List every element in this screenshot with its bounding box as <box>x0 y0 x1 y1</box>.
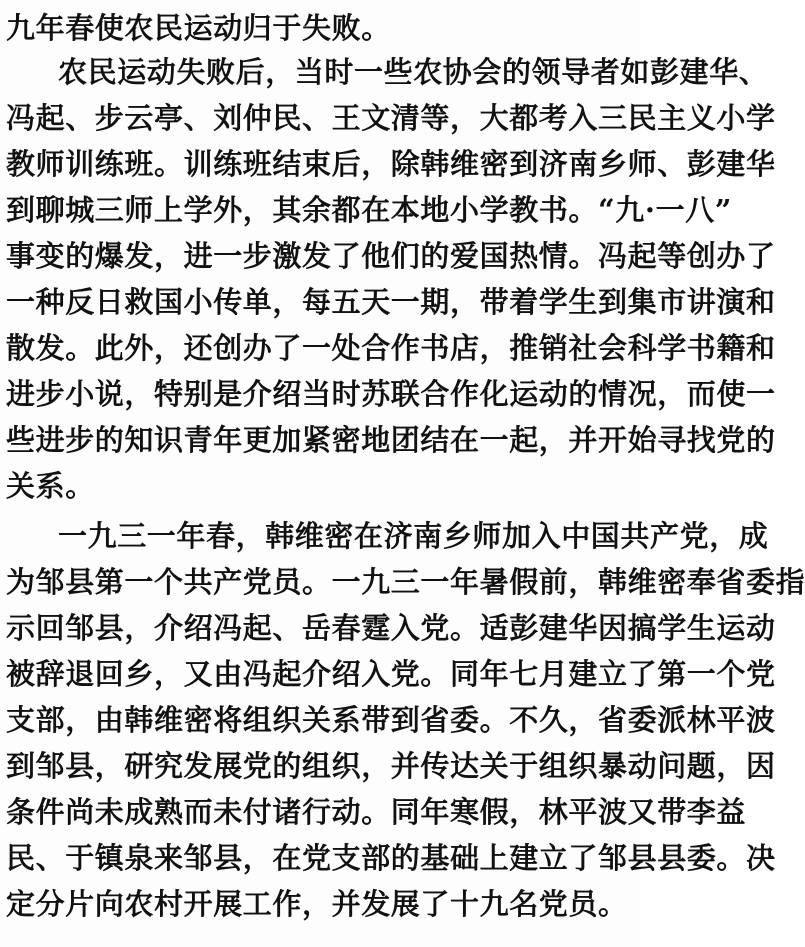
text-line-19: 民、于镇泉来邹县，在党支部的基础上建立了邹县县委。决 <box>6 841 776 875</box>
text-line-14: 示回邹县，介绍冯起、岳春霆入党。适彭建华因搞学生运动 <box>6 611 776 645</box>
text-line-13: 为邹县第一个共产党员。一九三一年暑假前，韩维密奉省委指 <box>6 565 805 599</box>
text-line-7: 一种反日救国小传单，每五天一期，带着学生到集市讲演和 <box>6 285 776 319</box>
text-line-15: 被辞退回乡，又由冯起介绍入党。同年七月建立了第一个党 <box>6 657 776 691</box>
text-line-1: 九年春使农民运动归于失败。 <box>6 11 391 45</box>
text-line-8: 散发。此外，还创办了一处合作书店，推销社会科学书籍和 <box>6 331 776 365</box>
text-line-12: 一九三一年春，韩维密在济南乡师加入中国共产党，成 <box>58 519 769 553</box>
text-line-11: 关系。 <box>6 469 95 503</box>
text-line-10: 些进步的知识青年更加紧密地团结在一起，并开始寻找党的 <box>6 423 776 457</box>
text-line-17: 到邹县，研究发展党的组织，并传达关于组织暴动问题，因 <box>6 749 776 783</box>
text-line-20: 定分片向农村开展工作，并发展了十九名党员。 <box>6 887 628 921</box>
text-line-6: 事变的爆发，进一步激发了他们的爱国热情。冯起等创办了 <box>6 239 776 273</box>
text-line-16: 支部，由韩维密将组织关系带到省委。不久，省委派林平波 <box>6 703 776 737</box>
text-line-18: 条件尚未成熟而未付诸行动。同年寒假，林平波又带李益 <box>6 795 747 829</box>
text-line-4: 教师训练班。训练班结束后，除韩维密到济南乡师、彭建华 <box>6 147 776 181</box>
text-line-5: 到聊城三师上学外，其余都在本地小学教书。“九·一八” <box>6 193 733 227</box>
text-line-9: 进步小说，特别是介绍当时苏联合作化运动的情况，而使一 <box>6 377 776 411</box>
text-line-3: 冯起、步云亭、刘仲民、王文清等，大都考入三民主义小学 <box>6 101 776 135</box>
text-line-2: 农民运动失败后，当时一些农协会的领导者如彭建华、 <box>58 55 769 89</box>
